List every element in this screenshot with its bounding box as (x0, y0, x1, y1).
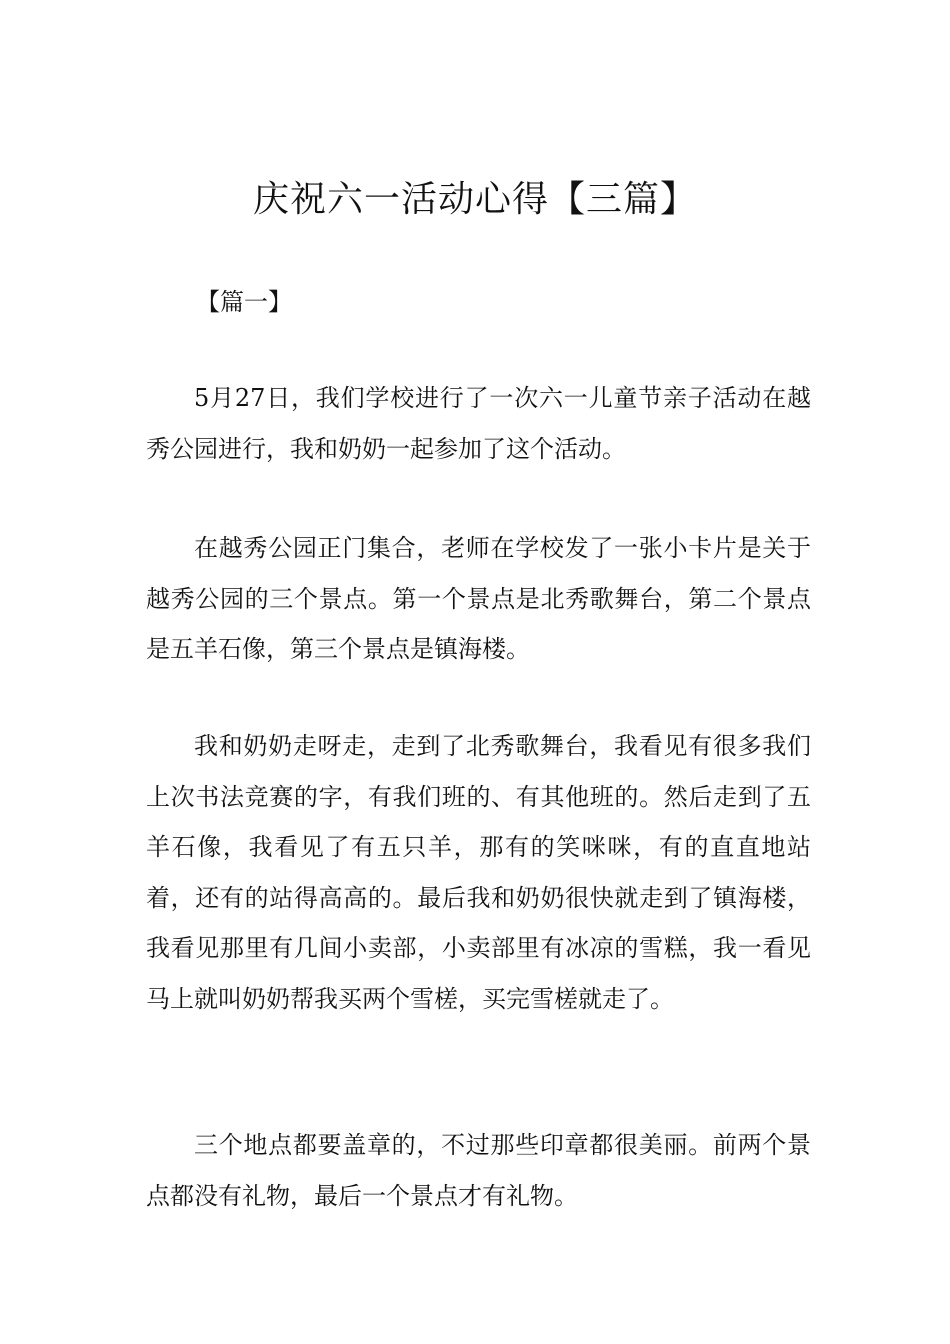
paragraph-3: 我和奶奶走呀走，走到了北秀歌舞台，我看见有很多我们上次书法竞赛的字，有我们班的、有其他班的。然后走到了五羊石像，我看见了有五只羊，那有的笑咪咪，有的直直地站着，还有的站得高高的。最后我和奶奶很快就走到了镇海楼，我看见那里有几间小卖部，小卖部里有冰凉的雪糕，我一看见马上就叫奶奶帮我买两个雪槎，买完雪槎就走了。 (146, 732, 811, 1013)
document-title: 庆祝六一活动心得【三篇】 (252, 179, 697, 220)
paragraph-2: 在越秀公园正门集合，老师在学校发了一张小卡片是关于越秀公园的三个景点。第一个景点是北秀歌舞台，第二个景点是五羊石像，第三个景点是镇海楼。 (146, 534, 811, 663)
paragraph-4: 三个地点都要盖章的，不过那些印章都很美丽。前两个景点都没有礼物，最后一个景点才有礼物。 (146, 1131, 811, 1210)
paragraph-1: 5月27日，我们学校进行了一次六一儿童节亲子活动在越秀公园进行，我和奶奶一起参加了这个活动。 (146, 384, 811, 463)
section-heading: 【篇一】 (196, 288, 292, 316)
